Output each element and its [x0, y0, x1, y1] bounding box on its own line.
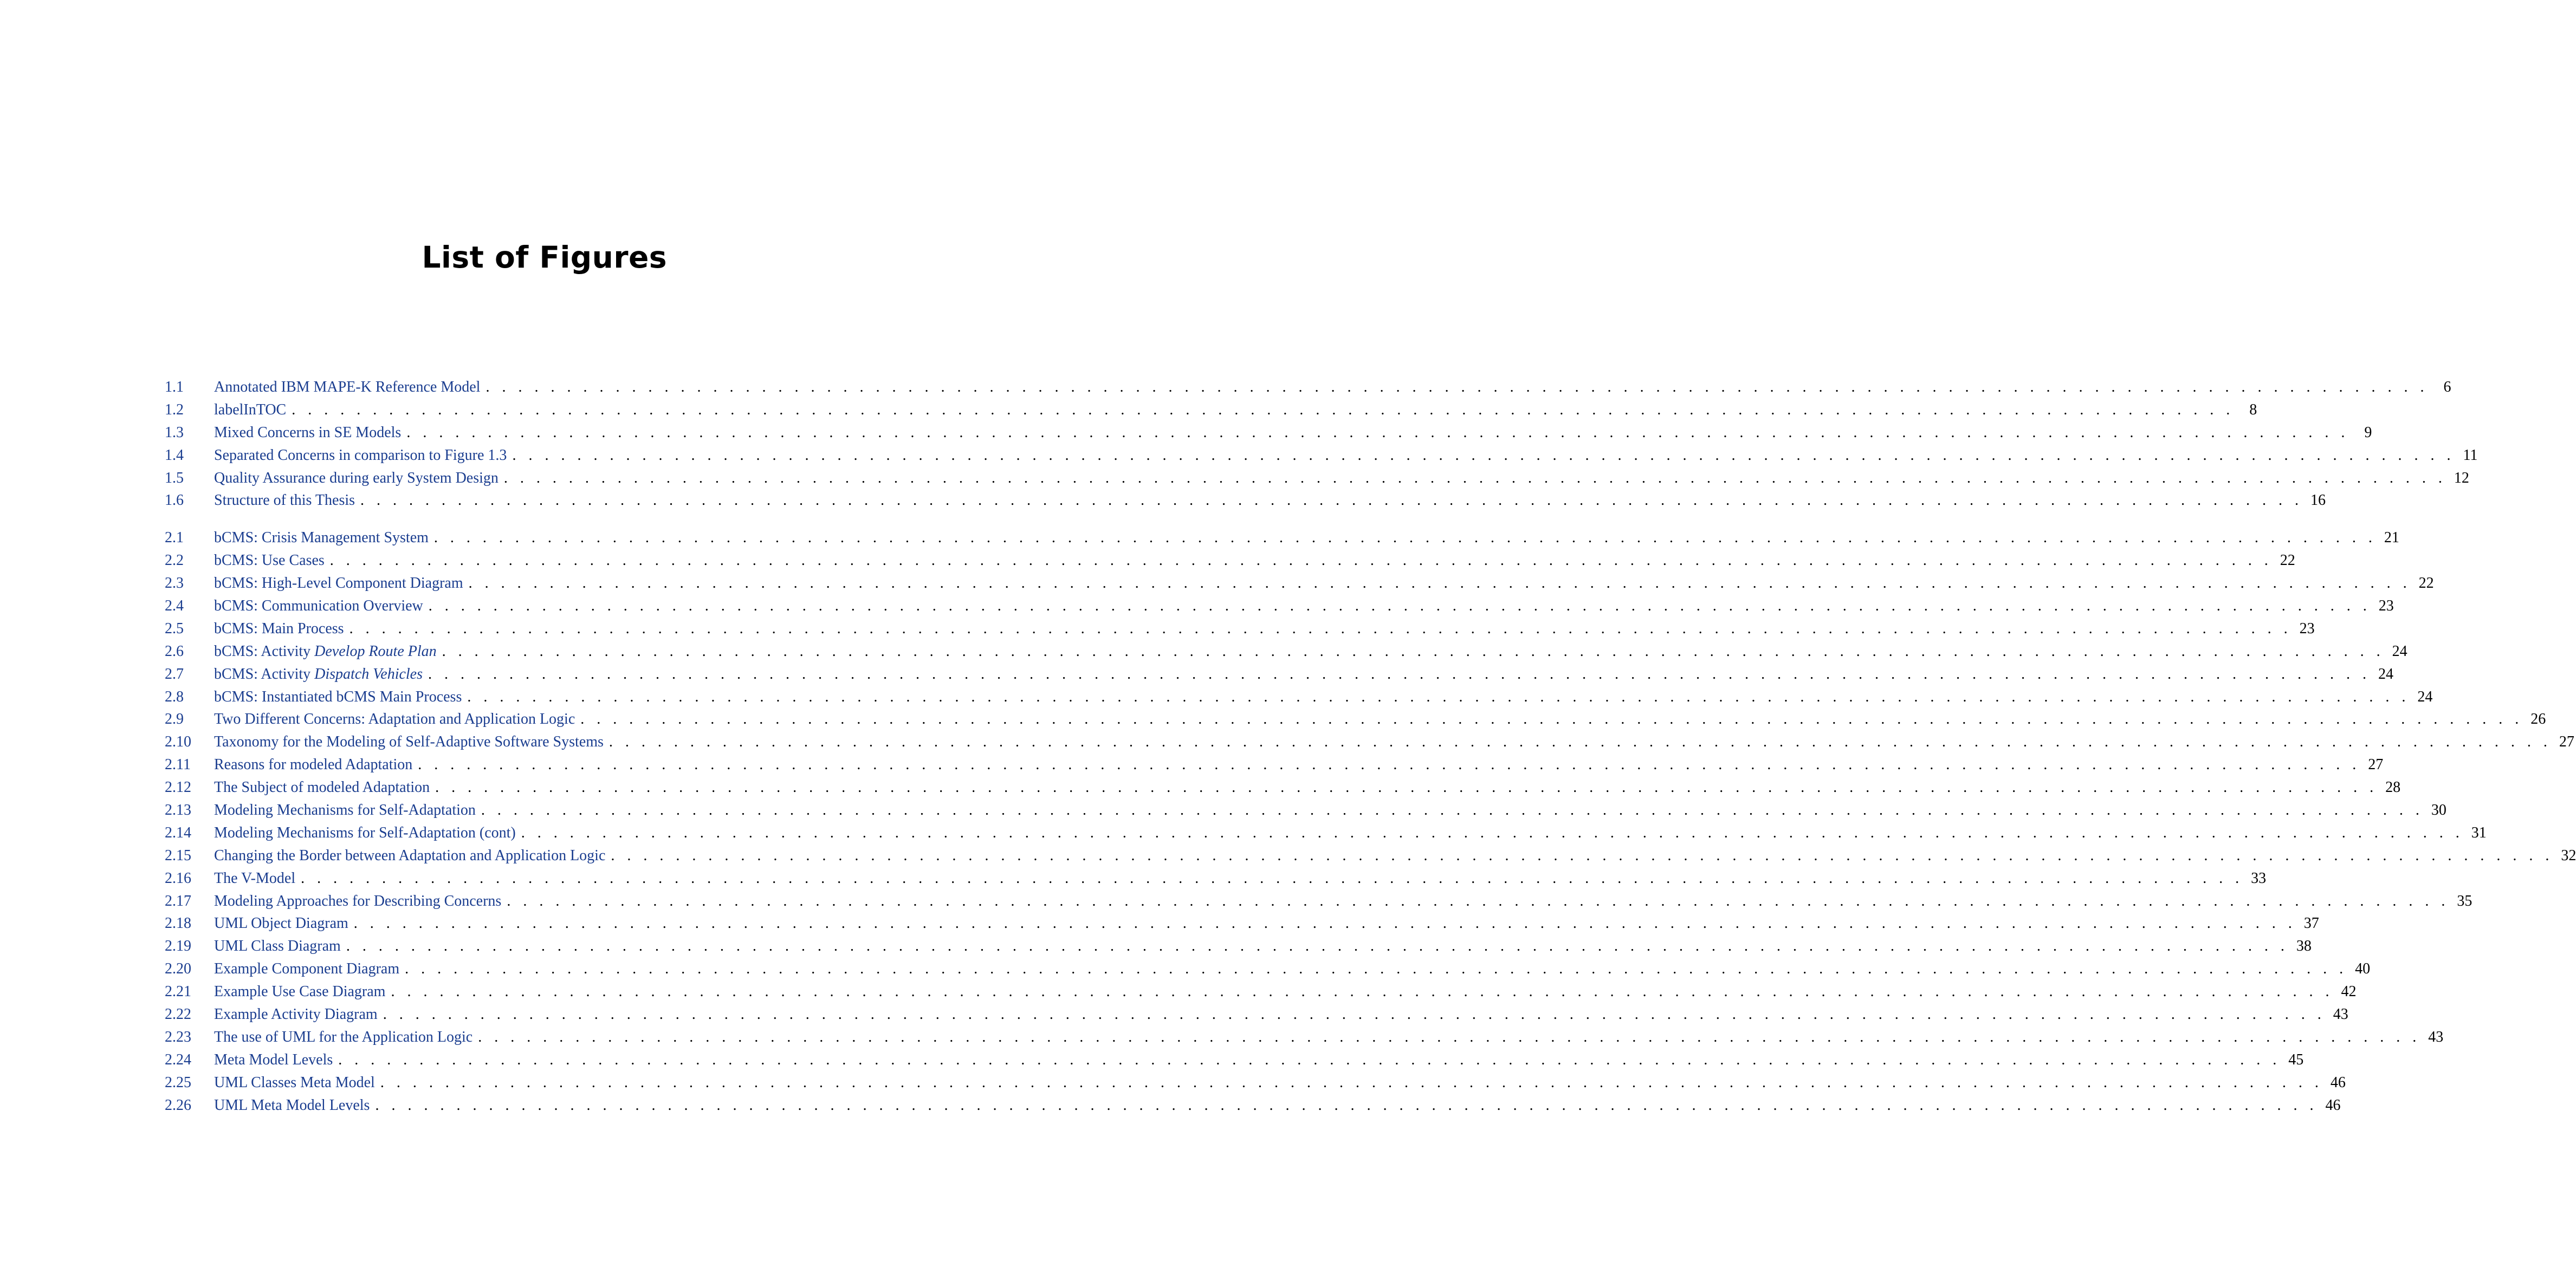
page-number: 46	[2330, 1074, 2346, 1091]
figure-title-prefix: bCMS: Activity	[214, 665, 315, 683]
dot-leader: . . . . . . . . . . . . . . . . . . . . . . . . . . . . . . . . . . . . . . . . . . . . . . . . . . . . . . . . . . . . . . . . . . . . . . . . . . . . . . . . . . . . . . . . . . . . . . . . . . . . . . . . . . . . . . . . . . . . . . . .	[468, 575, 2411, 592]
figure-title-link[interactable]	[214, 640, 437, 663]
figure-entry[interactable]	[165, 527, 2399, 549]
figure-number[interactable]: 2.23	[165, 1028, 191, 1045]
dot-leader: . . . . . . . . . . . . . . . . . . . . . . . . . . . . . . . . . . . . . . . . . . . . . . . . . . . . . . . . . . . . . . . . . . . . . . . . . . . . . . . . . . . . . . . . . . . . . . . . . . . . . . . . . . . . . . . . . . . . . . . .	[391, 983, 2334, 1000]
figure-title-italic: Dispatch Vehicles	[314, 665, 423, 683]
dot-leader: . . . . . . . . . . . . . . . . . . . . . . . . . . . . . . . . . . . . . . . . . . . . . . . . . . . . . . . . . . . . . . . . . . . . . . . . . . . . . . . . . . . . . . . . . . . . . . . . . . . . . . . . . . . . . . . . . . . . . . . .	[611, 847, 2554, 864]
figure-entry[interactable]	[165, 890, 2473, 913]
page-number: 32	[2561, 847, 2576, 864]
figure-title-link[interactable]: UML Meta Model Levels	[214, 1096, 370, 1114]
dot-leader: . . . . . . . . . . . . . . . . . . . . . . . . . . . . . . . . . . . . . . . . . . . . . . . . . . . . . . . . . . . . . . . . . . . . . . . . . . . . . . . . . . . . . . . . . . . . . . . . . . . . . . . . . . . . . . . . . . . . . . . .	[428, 597, 2371, 615]
figure-entry[interactable]	[165, 935, 2312, 958]
dot-leader: . . . . . . . . . . . . . . . . . . . . . . . . . . . . . . . . . . . . . . . . . . . . . . . . . . . . . . . . . . . . . . . . . . . . . . . . . . . . . . . . . . . . . . . . . . . . . . . . . . . . . . . . . . . . . . . . . . . . . . . .	[338, 1051, 2281, 1068]
figure-entry[interactable]	[165, 444, 2478, 467]
dot-leader: . . . . . . . . . . . . . . . . . . . . . . . . . . . . . . . . . . . . . . . . . . . . . . . . . . . . . . . . . . . . . . . . . . . . . . . . . . . . . . . . . . . . . . . . . . . . . . . . . . . . . . . . . . . . . . . . . . . . . . . .	[521, 824, 2464, 841]
figure-number[interactable]: 2.6	[165, 642, 184, 660]
page-number: 35	[2457, 892, 2473, 909]
figure-title-link[interactable]: bCMS: Use Cases	[214, 552, 325, 569]
figure-entry[interactable]	[165, 753, 2384, 776]
figure-entry[interactable]	[165, 731, 2574, 753]
figure-number[interactable]: 2.22	[165, 1006, 191, 1023]
dot-leader: . . . . . . . . . . . . . . . . . . . . . . . . . . . . . . . . . . . . . . . . . . . . . . . . . . . . . . . . . . . . . . . . . . . . . . . . . . . . . . . . . . . . . . . . . . . . . . . . . . . . . . . . . . . . . . . . . . . . . . . .	[353, 915, 2296, 932]
figure-number[interactable]: 2.24	[165, 1051, 191, 1068]
dot-leader: . . . . . . . . . . . . . . . . . . . . . . . . . . . . . . . . . . . . . . . . . . . . . . . . . . . . . . . . . . . . . . . . . . . . . . . . . . . . . . . . . . . . . . . . . . . . . . . . . . . . . . . . . . . . . . . . . . . . . . . .	[405, 960, 2348, 978]
page-number: 23	[2299, 620, 2315, 637]
figure-entry[interactable]	[165, 618, 2315, 640]
page-number: 43	[2428, 1028, 2444, 1045]
page-number: 45	[2288, 1051, 2304, 1068]
page-number: 22	[2418, 575, 2434, 592]
figure-number[interactable]: 2.1	[165, 529, 184, 547]
figure-number[interactable]: 2.15	[165, 847, 191, 864]
figure-number[interactable]: 2.9	[165, 711, 184, 728]
figure-title-link[interactable]: Quality Assurance during early System Design	[214, 469, 499, 486]
figure-number[interactable]: 2.11	[165, 756, 191, 774]
figure-entry[interactable]	[165, 912, 2319, 935]
figure-number[interactable]: 2.25	[165, 1074, 191, 1091]
figure-entry[interactable]	[165, 640, 2407, 663]
figure-title-link[interactable]: Two Different Concerns: Adaptation and Application Logic	[214, 711, 575, 728]
figure-entry[interactable]	[165, 489, 2326, 512]
figure-number[interactable]: 2.14	[165, 824, 191, 841]
figure-title-link[interactable]: Example Component Diagram	[214, 960, 400, 978]
figure-number[interactable]: 2.2	[165, 552, 184, 569]
dot-leader: . . . . . . . . . . . . . . . . . . . . . . . . . . . . . . . . . . . . . . . . . . . . . . . . . . . . . . . . . . . . . . . . . . . . . . . . . . . . . . . . . . . . . . . . . . . . . . . . . . . . . . . . . . . . . . . . . . . . . . . .	[435, 779, 2378, 796]
page-title: List of Figures	[422, 240, 667, 275]
figure-number[interactable]: 1.3	[165, 424, 184, 441]
page-number: 40	[2355, 960, 2371, 978]
figure-title-link[interactable]: Meta Model Levels	[214, 1051, 333, 1068]
figure-title-link[interactable]: UML Object Diagram	[214, 915, 348, 932]
figure-number[interactable]: 2.16	[165, 869, 191, 887]
figure-entry[interactable]	[165, 1026, 2444, 1049]
page-number: 30	[2431, 802, 2446, 819]
page-number: 42	[2341, 983, 2357, 1000]
figure-title-link[interactable]: Changing the Border between Adaptation and Application Logic	[214, 847, 606, 864]
dot-leader: . . . . . . . . . . . . . . . . . . . . . . . . . . . . . . . . . . . . . . . . . . . . . . . . . . . . . . . . . . . . . . . . . . . . . . . . . . . . . . . . . . . . . . . . . . . . . . . . . . . . . . . . . . . . . . . . . . . . . . . .	[375, 1096, 2318, 1114]
page-number: 37	[2303, 915, 2319, 932]
figure-number[interactable]: 2.18	[165, 915, 191, 932]
page-number: 43	[2333, 1006, 2348, 1023]
figure-entry[interactable]	[165, 686, 2433, 709]
figure-entry[interactable]	[165, 399, 2257, 421]
page-number: 9	[2364, 424, 2372, 441]
page-number: 26	[2530, 711, 2546, 728]
figure-number[interactable]: 2.21	[165, 983, 191, 1000]
page-number: 24	[2392, 642, 2407, 660]
page-number: 33	[2251, 869, 2267, 887]
dot-leader: . . . . . . . . . . . . . . . . . . . . . . . . . . . . . . . . . . . . . . . . . . . . . . . . . . . . . . . . . . . . . . . . . . . . . . . . . . . . . . . . . . . . . . . . . . . . . . . . . . . . . . . . . . . . . . . . . . . . . . . .	[433, 529, 2377, 547]
figure-entry[interactable]	[165, 572, 2434, 595]
figure-title-link[interactable]: bCMS: Instantiated bCMS Main Process	[214, 688, 462, 705]
figure-number[interactable]: 2.5	[165, 620, 184, 637]
figure-title-link[interactable]: Modeling Mechanisms for Self-Adaptation (cont)	[214, 824, 516, 841]
figure-title-link[interactable]: labelInTOC	[214, 401, 287, 418]
figure-entry[interactable]	[165, 549, 2295, 572]
dot-leader: . . . . . . . . . . . . . . . . . . . . . . . . . . . . . . . . . . . . . . . . . . . . . . . . . . . . . . . . . . . . . . . . . . . . . . . . . . . . . . . . . . . . . . . . . . . . . . . . . . . . . . . . . . . . . . . . . . . . . . . .	[503, 469, 2446, 486]
dot-leader: . . . . . . . . . . . . . . . . . . . . . . . . . . . . . . . . . . . . . . . . . . . . . . . . . . . . . . . . . . . . . . . . . . . . . . . . . . . . . . . . . . . . . . . . . . . . . . . . . . . . . . . . . . . . . . . . . . . . . . . .	[478, 1028, 2421, 1045]
dot-leader: . . . . . . . . . . . . . . . . . . . . . . . . . . . . . . . . . . . . . . . . . . . . . . . . . . . . . . . . . . . . . . . . . . . . . . . . . . . . . . . . . . . . . . . . . . . . . . . . . . . . . . . . . . . . . . . . . . . . . . . .	[292, 401, 2235, 418]
figure-number[interactable]: 2.26	[165, 1096, 191, 1114]
dot-leader: . . . . . . . . . . . . . . . . . . . . . . . . . . . . . . . . . . . . . . . . . . . . . . . . . . . . . . . . . . . . . . . . . . . . . . . . . . . . . . . . . . . . . . . . . . . . . . . . . . . . . . . . . . . . . . . . . . . . . . . .	[580, 711, 2523, 728]
figure-entry[interactable]	[165, 1071, 2346, 1094]
figure-title-link[interactable]: Example Activity Diagram	[214, 1006, 378, 1023]
figure-number[interactable]: 2.19	[165, 938, 191, 955]
figure-title-italic: Develop Route Plan	[314, 642, 437, 660]
figure-title-link[interactable]: Separated Concerns in comparison to Figure 1.3	[214, 446, 507, 464]
dot-leader: . . . . . . . . . . . . . . . . . . . . . . . . . . . . . . . . . . . . . . . . . . . . . . . . . . . . . . . . . . . . . . . . . . . . . . . . . . . . . . . . . . . . . . . . . . . . . . . . . . . . . . . . . . . . . . . . . . . . . . . .	[406, 424, 2350, 441]
figure-title-link[interactable]	[214, 663, 423, 686]
figure-entry[interactable]	[165, 844, 2576, 867]
figure-number[interactable]: 2.4	[165, 597, 184, 615]
figure-title-link[interactable]: Mixed Concerns in SE Models	[214, 424, 402, 441]
figure-number[interactable]: 1.4	[165, 446, 184, 464]
list-of-figures	[165, 376, 2576, 1117]
dot-leader: . . . . . . . . . . . . . . . . . . . . . . . . . . . . . . . . . . . . . . . . . . . . . . . . . . . . . . . . . . . . . . . . . . . . . . . . . . . . . . . . . . . . . . . . . . . . . . . . . . . . . . . . . . . . . . . . . . . . . . . .	[329, 552, 2273, 569]
figure-title-link[interactable]: Taxonomy for the Modeling of Self-Adaptive Software Systems	[214, 733, 604, 751]
dot-leader: . . . . . . . . . . . . . . . . . . . . . . . . . . . . . . . . . . . . . . . . . . . . . . . . . . . . . . . . . . . . . . . . . . . . . . . . . . . . . . . . . . . . . . . . . . . . . . . . . . . . . . . . . . . . . . . . . . . . . . . .	[486, 379, 2429, 395]
page-number: 24	[2417, 688, 2433, 705]
dot-leader: . . . . . . . . . . . . . . . . . . . . . . . . . . . . . . . . . . . . . . . . . . . . . . . . . . . . . . . . . . . . . . . . . . . . . . . . . . . . . . . . . . . . . . . . . . . . . . . . . . . . . . . . . . . . . . . . . . . . . . . .	[380, 1074, 2323, 1091]
figure-title-link[interactable]: The V-Model	[214, 869, 296, 887]
page-number: 11	[2463, 446, 2478, 464]
page-number: 28	[2385, 779, 2401, 796]
figure-entry[interactable]	[165, 376, 2451, 399]
dot-leader: . . . . . . . . . . . . . . . . . . . . . . . . . . . . . . . . . . . . . . . . . . . . . . . . . . . . . . . . . . . . . . . . . . . . . . . . . . . . . . . . . . . . . . . . . . . . . . . . . . . . . . . . . . . . . . . . . . . . . . . .	[346, 938, 2289, 955]
page-number: 27	[2368, 756, 2384, 774]
figure-title-link[interactable]: Structure of this Thesis	[214, 492, 355, 509]
page-number: 24	[2378, 665, 2393, 683]
figure-entry[interactable]	[165, 1094, 2341, 1117]
figure-entry[interactable]	[165, 1003, 2348, 1026]
figure-title-prefix: bCMS: Activity	[214, 642, 315, 660]
dot-leader: . . . . . . . . . . . . . . . . . . . . . . . . . . . . . . . . . . . . . . . . . . . . . . . . . . . . . . . . . . . . . . . . . . . . . . . . . . . . . . . . . . . . . . . . . . . . . . . . . . . . . . . . . . . . . . . . . . . . . . . .	[609, 733, 2552, 751]
figure-entry[interactable]	[165, 776, 2401, 799]
figure-entry[interactable]	[165, 980, 2357, 1003]
figure-group-2	[165, 527, 2576, 1116]
dot-leader: . . . . . . . . . . . . . . . . . . . . . . . . . . . . . . . . . . . . . . . . . . . . . . . . . . . . . . . . . . . . . . . . . . . . . . . . . . . . . . . . . . . . . . . . . . . . . . . . . . . . . . . . . . . . . . . . . . . . . . . .	[383, 1006, 2326, 1023]
figure-entry[interactable]	[165, 822, 2487, 844]
figure-entry[interactable]	[165, 595, 2394, 618]
figure-number[interactable]: 1.5	[165, 469, 184, 486]
dot-leader: . . . . . . . . . . . . . . . . . . . . . . . . . . . . . . . . . . . . . . . . . . . . . . . . . . . . . . . . . . . . . . . . . . . . . . . . . . . . . . . . . . . . . . . . . . . . . . . . . . . . . . . . . . . . . . . . . . . . . . . .	[418, 756, 2361, 774]
figure-title-link[interactable]: bCMS: High-Level Component Diagram	[214, 575, 463, 592]
dot-leader: . . . . . . . . . . . . . . . . . . . . . . . . . . . . . . . . . . . . . . . . . . . . . . . . . . . . . . . . . . . . . . . . . . . . . . . . . . . . . . . . . . . . . . . . . . . . . . . . . . . . . . . . . . . . . . . . . . . . . . . .	[349, 620, 2292, 637]
page-number: 31	[2471, 824, 2487, 841]
figure-title-link[interactable]: bCMS: Crisis Management System	[214, 529, 429, 547]
figure-number[interactable]: 2.17	[165, 892, 191, 909]
figure-number[interactable]: 2.8	[165, 688, 184, 705]
dot-leader: . . . . . . . . . . . . . . . . . . . . . . . . . . . . . . . . . . . . . . . . . . . . . . . . . . . . . . . . . . . . . . . . . . . . . . . . . . . . . . . . . . . . . . . . . . . . . . . . . . . . . . . . . . . . . . . . . . . . . . . .	[301, 869, 2244, 887]
page-number: 6	[2443, 379, 2451, 395]
figure-number[interactable]: 2.13	[165, 802, 191, 819]
figure-title-link[interactable]: bCMS: Communication Overview	[214, 597, 423, 615]
page-number: 27	[2559, 733, 2574, 751]
figure-title-link[interactable]: UML Class Diagram	[214, 938, 341, 955]
figure-number[interactable]: 2.12	[165, 779, 191, 796]
page-number: 16	[2310, 492, 2326, 509]
figure-number[interactable]: 1.6	[165, 492, 184, 509]
figure-number[interactable]: 2.3	[165, 575, 184, 592]
page-number: 8	[2249, 401, 2257, 418]
dot-leader: . . . . . . . . . . . . . . . . . . . . . . . . . . . . . . . . . . . . . . . . . . . . . . . . . . . . . . . . . . . . . . . . . . . . . . . . . . . . . . . . . . . . . . . . . . . . . . . . . . . . . . . . . . . . . . . . . . . . . . . .	[442, 642, 2385, 660]
page-number: 46	[2325, 1096, 2341, 1114]
figure-entry[interactable]	[165, 708, 2546, 731]
dot-leader: . . . . . . . . . . . . . . . . . . . . . . . . . . . . . . . . . . . . . . . . . . . . . . . . . . . . . . . . . . . . . . . . . . . . . . . . . . . . . . . . . . . . . . . . . . . . . . . . . . . . . . . . . . . . . . . . . . . . . . . .	[467, 688, 2410, 705]
dot-leader: . . . . . . . . . . . . . . . . . . . . . . . . . . . . . . . . . . . . . . . . . . . . . . . . . . . . . . . . . . . . . . . . . . . . . . . . . . . . . . . . . . . . . . . . . . . . . . . . . . . . . . . . . . . . . . . . . . . . . . . .	[360, 492, 2303, 509]
figure-group-1	[165, 376, 2478, 512]
figure-title-link[interactable]: Annotated IBM MAPE-K Reference Model	[214, 379, 481, 395]
figure-number[interactable]: 1.1	[165, 379, 184, 395]
figure-title-link[interactable]: Reasons for modeled Adaptation	[214, 756, 413, 774]
dot-leader: . . . . . . . . . . . . . . . . . . . . . . . . . . . . . . . . . . . . . . . . . . . . . . . . . . . . . . . . . . . . . . . . . . . . . . . . . . . . . . . . . . . . . . . . . . . . . . . . . . . . . . . . . . . . . . . . . . . . . . . .	[507, 892, 2450, 909]
figure-title-link[interactable]: UML Classes Meta Model	[214, 1074, 375, 1091]
figure-title-link[interactable]: Example Use Case Diagram	[214, 983, 386, 1000]
figure-entry[interactable]	[165, 663, 2393, 686]
page-number: 23	[2378, 597, 2394, 615]
figure-title-link[interactable]: Modeling Approaches for Describing Concerns	[214, 892, 502, 909]
dot-leader: . . . . . . . . . . . . . . . . . . . . . . . . . . . . . . . . . . . . . . . . . . . . . . . . . . . . . . . . . . . . . . . . . . . . . . . . . . . . . . . . . . . . . . . . . . . . . . . . . . . . . . . . . . . . . . . . . . . . . . . .	[428, 665, 2371, 683]
figure-title-link[interactable]: The Subject of modeled Adaptation	[214, 779, 430, 796]
figure-number[interactable]: 2.10	[165, 733, 191, 751]
page-number: 22	[2280, 552, 2295, 569]
figure-entry[interactable]	[165, 958, 2371, 980]
figure-number[interactable]: 1.2	[165, 401, 184, 418]
figure-entry[interactable]	[165, 799, 2446, 822]
figure-title-link[interactable]: bCMS: Main Process	[214, 620, 344, 637]
figure-entry[interactable]	[165, 1049, 2304, 1071]
figure-entry[interactable]	[165, 421, 2372, 444]
figure-title-link[interactable]: The use of UML for the Application Logic	[214, 1028, 473, 1045]
dot-leader: . . . . . . . . . . . . . . . . . . . . . . . . . . . . . . . . . . . . . . . . . . . . . . . . . . . . . . . . . . . . . . . . . . . . . . . . . . . . . . . . . . . . . . . . . . . . . . . . . . . . . . . . . . . . . . . . . . . . . . . .	[512, 446, 2455, 464]
figure-title-link[interactable]: Modeling Mechanisms for Self-Adaptation	[214, 802, 476, 819]
figure-number[interactable]: 2.7	[165, 665, 184, 683]
page-number: 38	[2296, 938, 2312, 955]
figure-entry[interactable]	[165, 867, 2267, 890]
page-number: 12	[2454, 469, 2469, 486]
dot-leader: . . . . . . . . . . . . . . . . . . . . . . . . . . . . . . . . . . . . . . . . . . . . . . . . . . . . . . . . . . . . . . . . . . . . . . . . . . . . . . . . . . . . . . . . . . . . . . . . . . . . . . . . . . . . . . . . . . . . . . . .	[481, 802, 2424, 819]
figure-entry[interactable]	[165, 467, 2469, 490]
figure-number[interactable]: 2.20	[165, 960, 191, 978]
page-number: 21	[2384, 529, 2399, 547]
